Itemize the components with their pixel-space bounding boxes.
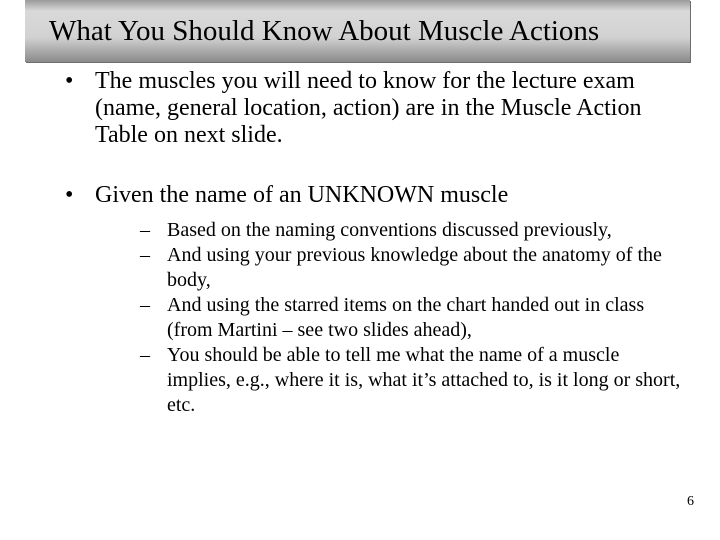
sub-bullet-text: And using the starred items on the chart handed out in class (from Martini – see two slides ahead), bbox=[167, 294, 645, 341]
bullet-mark: • bbox=[65, 182, 74, 208]
dash-mark: – bbox=[140, 294, 150, 316]
sub-bullet-text: Based on the naming conventions discussed previously, bbox=[167, 219, 612, 241]
slide-title: What You Should Know About Muscle Actions bbox=[49, 15, 600, 47]
dash-mark: – bbox=[140, 219, 150, 241]
dash-mark: – bbox=[140, 244, 150, 266]
sub-bullet-item bbox=[140, 218, 685, 243]
sub-bullet-item bbox=[140, 243, 685, 293]
page-number: 6 bbox=[687, 494, 694, 509]
title-bar bbox=[25, 0, 690, 62]
bullet-mark: • bbox=[65, 68, 74, 94]
sub-bullet-text: You should be able to tell me what the name of a muscle implies, e.g., where it is, what it’s attached to, is it long or short, etc. bbox=[167, 344, 681, 416]
sub-bullet-item bbox=[140, 343, 685, 418]
bullet-item bbox=[55, 68, 685, 149]
sub-bullet-text: And using your previous knowledge about the anatomy of the body, bbox=[167, 244, 662, 291]
sub-bullet-item bbox=[140, 293, 685, 343]
bullet-item bbox=[55, 182, 685, 418]
dash-mark: – bbox=[140, 344, 150, 366]
sub-bullet-list bbox=[95, 218, 685, 418]
bullet-text: Given the name of an UNKNOWN muscle bbox=[95, 182, 509, 208]
bullet-text: The muscles you will need to know for the lecture exam (name, general location, action) are in the Muscle Action Table on next slide. bbox=[95, 68, 642, 148]
slide-content bbox=[55, 68, 685, 418]
